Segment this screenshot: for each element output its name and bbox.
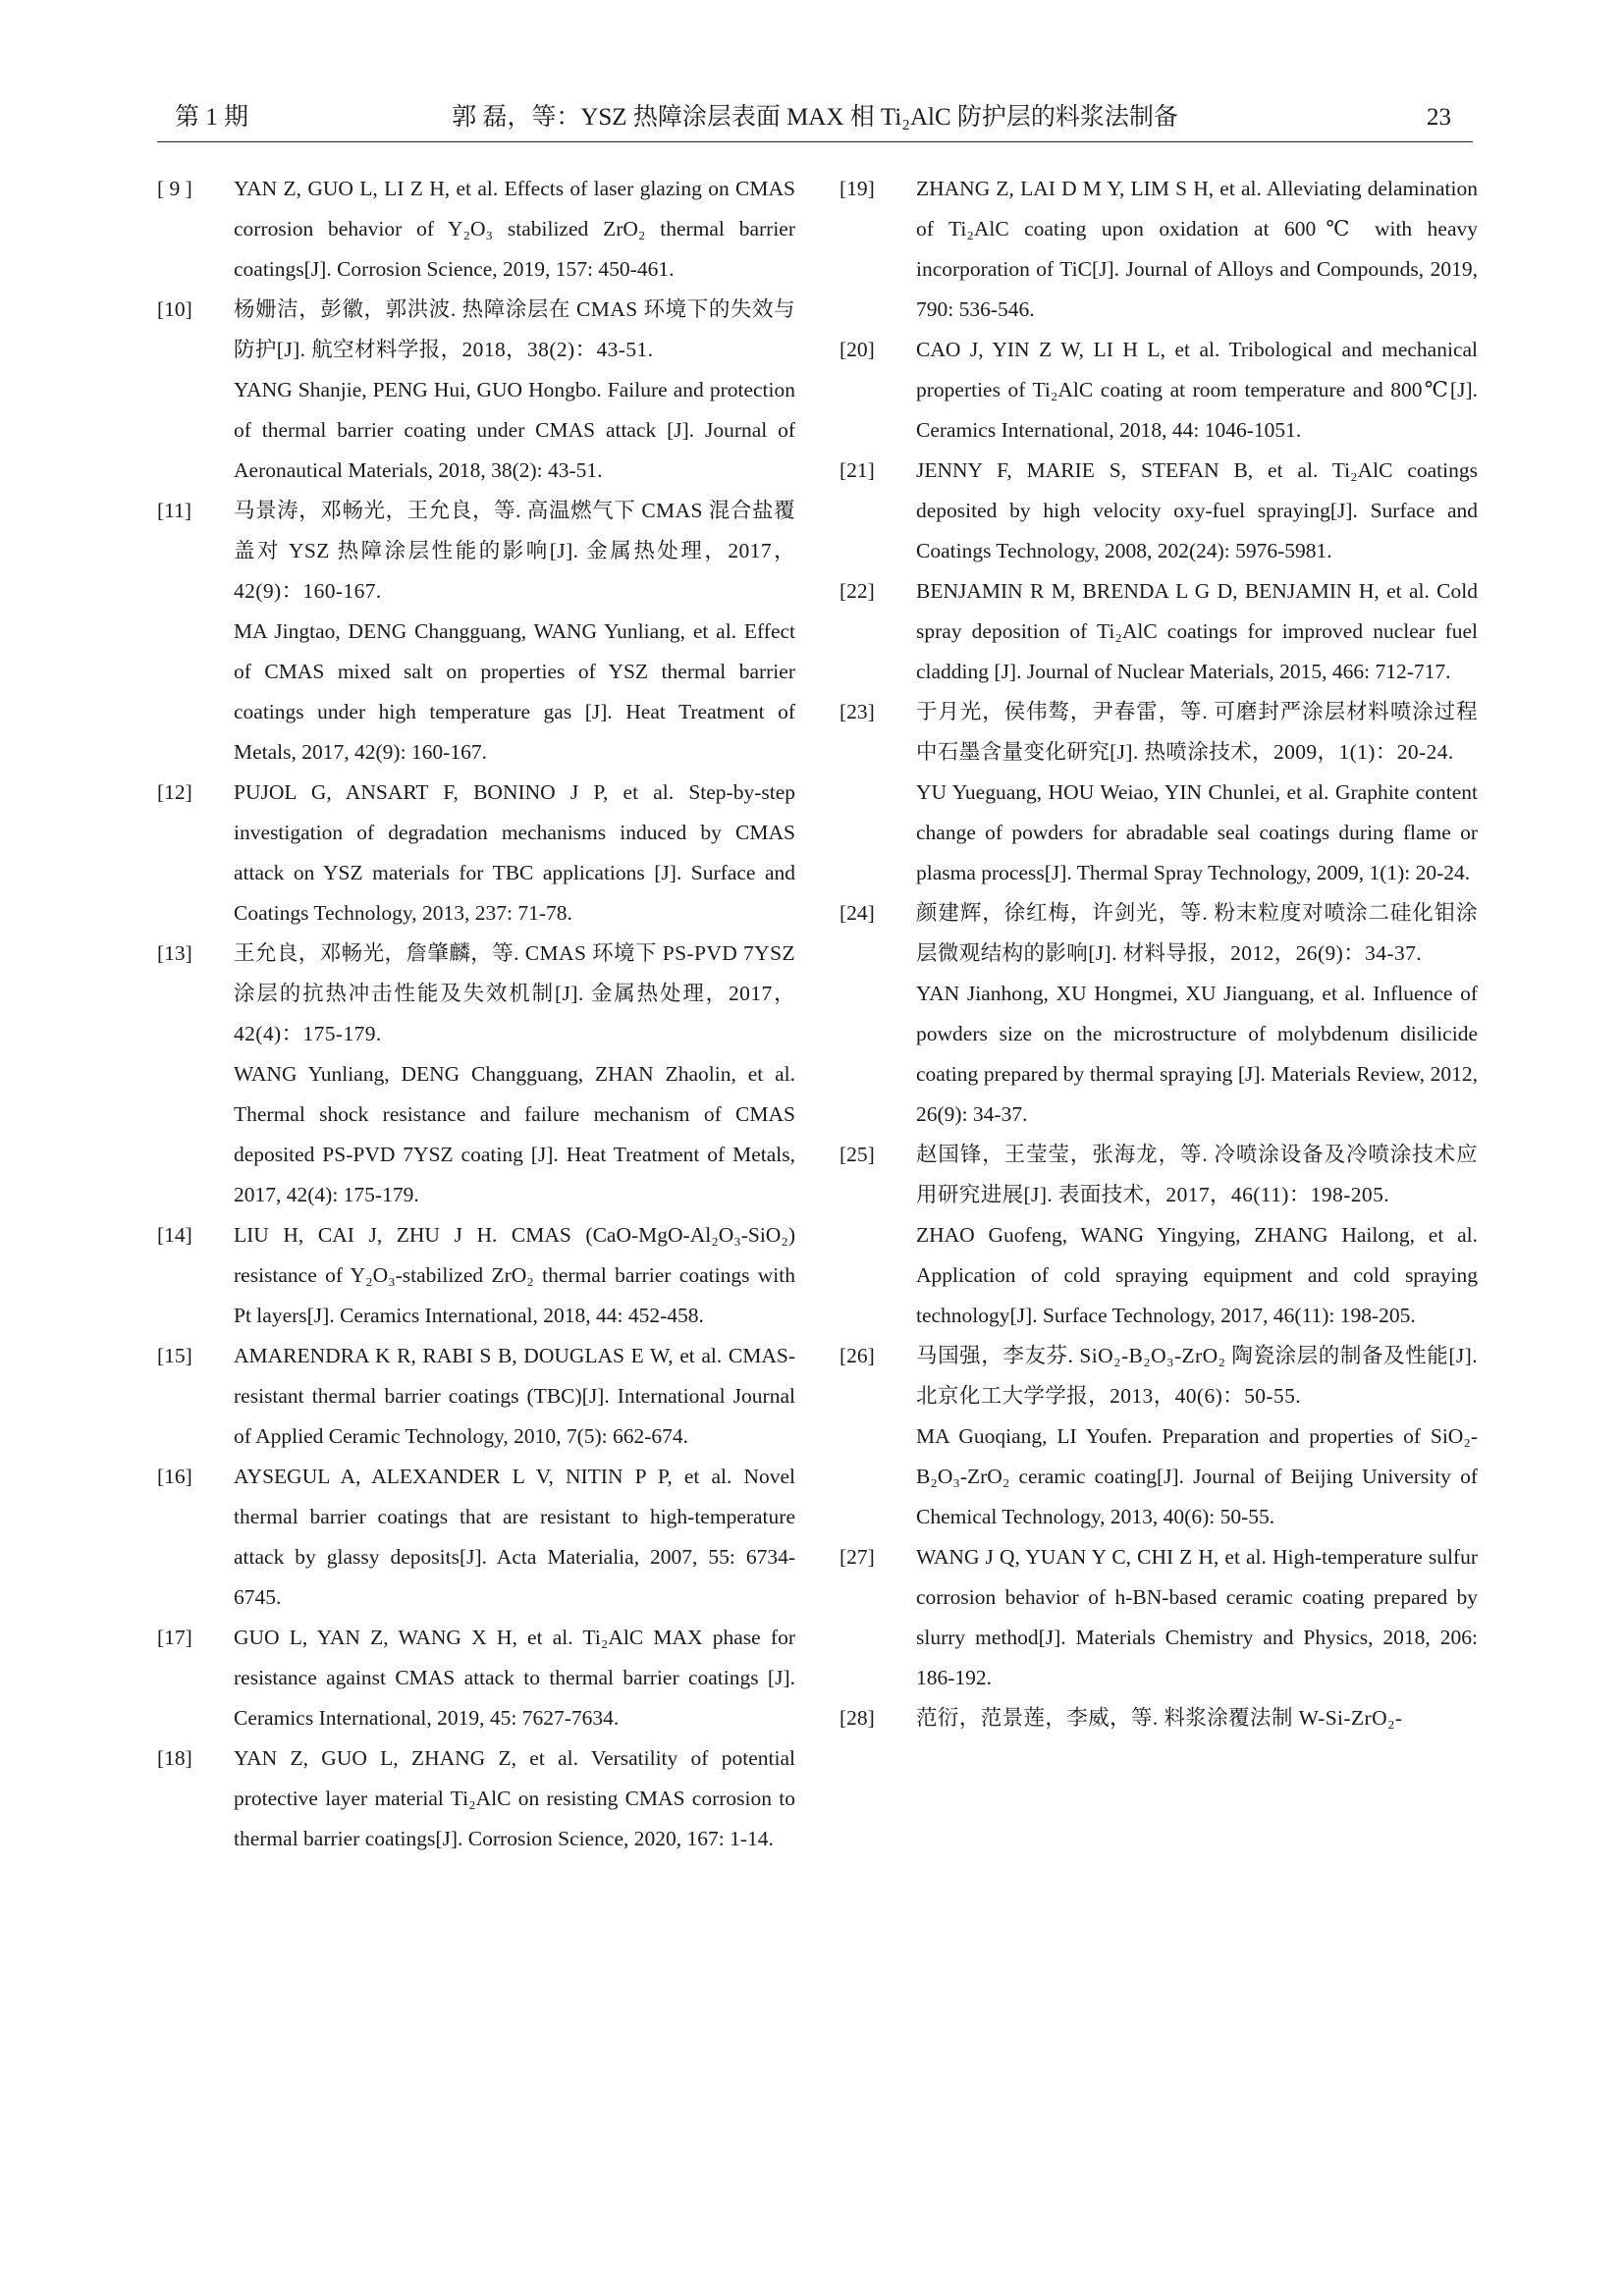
- reference-entry: [157, 934, 795, 1215]
- reference-entry: [839, 571, 1478, 692]
- reference-entry: [157, 1336, 795, 1457]
- reference-text-en: LIU H, CAI J, ZHU J H. CMAS (CaO-MgO-Al₂O₃-SiO₂) resistance of Y₂O₃-stabilized ZrO₂ thermal barrier coatings with Pt layers[J]. Ceramics International, 2018, 44: 452-458.: [234, 1223, 795, 1327]
- reference-text-en: ZHAO Guofeng, WANG Yingying, ZHANG Hailong, et al. Application of cold spraying equipment and cold spraying technology[J]. Surface Technology, 2017, 46(11): 198-205.: [916, 1223, 1478, 1327]
- reference-number: [ 9 ]: [157, 177, 192, 200]
- reference-entry: [157, 1618, 795, 1738]
- reference-number: [14]: [157, 1223, 192, 1247]
- reference-text-en: YANG Shanjie, PENG Hui, GUO Hongbo. Failure and protection of thermal barrier coating under CMAS attack [J]. Journal of Aeronautical Materials, 2018, 38(2): 43-51.: [234, 378, 795, 482]
- reference-number: [18]: [157, 1746, 192, 1770]
- reference-text-zh: 于月光，侯伟骜，尹春雷，等. 可磨封严涂层材料喷涂过程中石墨含量变化研究[J]. 热喷涂技术，2009，1(1)：20-24.: [916, 700, 1478, 764]
- reference-text-en: CAO J, YIN Z W, LI H L, et al. Tribological and mechanical properties of Ti₂AlC coating at room temperature and 800℃[J]. Ceramics International, 2018, 44: 1046-1051.: [916, 338, 1478, 442]
- reference-number: [20]: [839, 338, 875, 361]
- reference-number: [16]: [157, 1465, 192, 1488]
- reference-text-en: BENJAMIN R M, BRENDA L G D, BENJAMIN H, et al. Cold spray deposition of Ti₂AlC coatings for improved nuclear fuel cladding [J]. Journal of Nuclear Materials, 2015, 466: 712-717.: [916, 579, 1478, 683]
- running-header: [157, 94, 1473, 142]
- reference-text-en: MA Jingtao, DENG Changguang, WANG Yunliang, et al. Effect of CMAS mixed salt on properties of YSZ thermal barrier coatings under high temperature gas [J]. Heat Treatment of Metals, 2017, 42(9): 160-167.: [234, 619, 795, 764]
- reference-text-en: MA Guoqiang, LI Youfen. Preparation and properties of SiO₂-B₂O₃-ZrO₂ ceramic coating[J]. Journal of Beijing University of Chemical Technology, 2013, 40(6): 50-55.: [916, 1424, 1478, 1528]
- reference-entry: [839, 1537, 1478, 1698]
- reference-number: [19]: [839, 177, 875, 200]
- reference-text-zh: 杨姗洁，彭徽，郭洪波. 热障涂层在 CMAS 环境下的失效与防护[J]. 航空材料学报，2018，38(2)：43-51.: [234, 297, 795, 361]
- reference-entry: [839, 1698, 1478, 1738]
- reference-text-en: YAN Z, GUO L, LI Z H, et al. Effects of laser glazing on CMAS corrosion behavior of Y₂O₃ stabilized ZrO₂ thermal barrier coatings[J]. Corrosion Science, 2019, 157: 450-461.: [234, 177, 795, 281]
- reference-entry: [157, 1457, 795, 1618]
- reference-number: [15]: [157, 1344, 192, 1367]
- reference-number: [24]: [839, 901, 875, 925]
- reference-text-zh: 王允良，邓畅光，詹肇麟，等. CMAS 环境下 PS-PVD 7YSZ 涂层的抗热冲击性能及失效机制[J]. 金属热处理，2017，42(4)：175-179.: [234, 941, 795, 1045]
- reference-number: [27]: [839, 1545, 875, 1569]
- reference-text-en: YAN Z, GUO L, ZHANG Z, et al. Versatility of potential protective layer material Ti₂AlC on resisting CMAS corrosion to thermal barrier coatings[J]. Corrosion Science, 2020, 167: 1-14.: [234, 1746, 795, 1850]
- reference-text-zh: 赵国锋，王莹莹，张海龙，等. 冷喷涂设备及冷喷涂技术应用研究进展[J]. 表面技术，2017，46(11)：198-205.: [916, 1143, 1478, 1206]
- reference-number: [25]: [839, 1143, 875, 1166]
- reference-number: [22]: [839, 579, 875, 603]
- reference-entry: [839, 330, 1478, 451]
- reference-entry: [157, 1738, 795, 1859]
- reference-text-en: GUO L, YAN Z, WANG X H, et al. Ti₂AlC MAX phase for resistance against CMAS attack to thermal barrier coatings [J]. Ceramics International, 2019, 45: 7627-7634.: [234, 1626, 795, 1730]
- issue-label: 第 1 期: [175, 104, 249, 131]
- reference-text-en: JENNY F, MARIE S, STEFAN B, et al. Ti₂AlC coatings deposited by high velocity oxy-fuel spraying[J]. Surface and Coatings Technology, 2008, 202(24): 5976-5981.: [916, 458, 1478, 562]
- reference-entry: [157, 1215, 795, 1336]
- reference-column-left: [157, 169, 795, 1859]
- reference-entry: [157, 290, 795, 491]
- reference-number: [17]: [157, 1626, 192, 1649]
- reference-entry: [839, 692, 1478, 893]
- reference-number: [28]: [839, 1706, 875, 1730]
- reference-text-zh: 范衍，范景莲，李威，等. 料浆涂覆法制 W-Si-ZrO₂-: [916, 1706, 1403, 1730]
- reference-number: [11]: [157, 499, 192, 522]
- reference-text-en: AMARENDRA K R, RABI S B, DOUGLAS E W, et al. CMAS-resistant thermal barrier coatings (TBC)[J]. International Journal of Applied Ceramic Technology, 2010, 7(5): 662-674.: [234, 1344, 795, 1448]
- reference-entry: [839, 1135, 1478, 1336]
- reference-entry: [839, 169, 1478, 330]
- reference-text-en: YAN Jianhong, XU Hongmei, XU Jianguang, et al. Influence of powders size on the microstructure of molybdenum disilicide coating prepared by thermal spraying [J]. Materials Review, 2012, 26(9): 34-37.: [916, 982, 1478, 1126]
- reference-text-zh: 颜建辉，徐红梅，许剑光，等. 粉末粒度对喷涂二硅化钼涂层微观结构的影响[J]. 材料导报，2012，26(9)：34-37.: [916, 901, 1478, 965]
- reference-entry: [157, 491, 795, 773]
- reference-number: [21]: [839, 458, 875, 482]
- reference-text-en: WANG J Q, YUAN Y C, CHI Z H, et al. High-temperature sulfur corrosion behavior of h-BN-based ceramic coating prepared by slurry method[J]. Materials Chemistry and Physics, 2018, 206: 186-192.: [916, 1545, 1478, 1689]
- reference-entry: [157, 169, 795, 290]
- reference-number: [23]: [839, 700, 875, 723]
- reference-number: [10]: [157, 297, 192, 321]
- reference-number: [13]: [157, 941, 192, 965]
- reference-text-en: WANG Yunliang, DENG Changguang, ZHAN Zhaolin, et al. Thermal shock resistance and failure mechanism of CMAS deposited PS-PVD 7YSZ coating [J]. Heat Treatment of Metals, 2017, 42(4): 175-179.: [234, 1062, 795, 1206]
- reference-entry: [157, 773, 795, 934]
- reference-text-en: AYSEGUL A, ALEXANDER L V, NITIN P P, et al. Novel thermal barrier coatings that are resistant to high-temperature attack by glassy deposits[J]. Acta Materialia, 2007, 55: 6734-6745.: [234, 1465, 795, 1609]
- reference-text-zh: 马国强，李友芬. SiO₂-B₂O₃-ZrO₂ 陶瓷涂层的制备及性能[J]. 北京化工大学学报，2013，40(6)：50-55.: [916, 1344, 1478, 1408]
- reference-number: [12]: [157, 780, 192, 804]
- reference-column-right: [839, 169, 1478, 1738]
- reference-entry: [839, 893, 1478, 1135]
- page-number: 23: [1427, 104, 1451, 131]
- reference-text-en: YU Yueguang, HOU Weiao, YIN Chunlei, et al. Graphite content change of powders for abradable seal coatings during flame or plasma process[J]. Thermal Spray Technology, 2009, 1(1): 20-24.: [916, 780, 1478, 884]
- reference-text-en: ZHANG Z, LAI D M Y, LIM S H, et al. Alleviating delamination of Ti₂AlC coating upon oxidation at 600℃ with heavy incorporation of TiC[J]. Journal of Alloys and Compounds, 2019, 790: 536-546.: [916, 177, 1478, 321]
- reference-entry: [839, 451, 1478, 571]
- running-title: 郭 磊，等：YSZ 热障涂层表面 MAX 相 Ti₂AlC 防护层的料浆法制备: [452, 104, 1178, 131]
- reference-text-en: PUJOL G, ANSART F, BONINO J P, et al. Step-by-step investigation of degradation mechanisms induced by CMAS attack on YSZ materials for TBC applications [J]. Surface and Coatings Technology, 2013, 237: 71-78.: [234, 780, 795, 925]
- reference-entry: [839, 1336, 1478, 1537]
- reference-number: [26]: [839, 1344, 875, 1367]
- reference-text-zh: 马景涛，邓畅光，王允良，等. 高温燃气下 CMAS 混合盐覆盖对 YSZ 热障涂层性能的影响[J]. 金属热处理，2017，42(9)：160-167.: [234, 499, 795, 603]
